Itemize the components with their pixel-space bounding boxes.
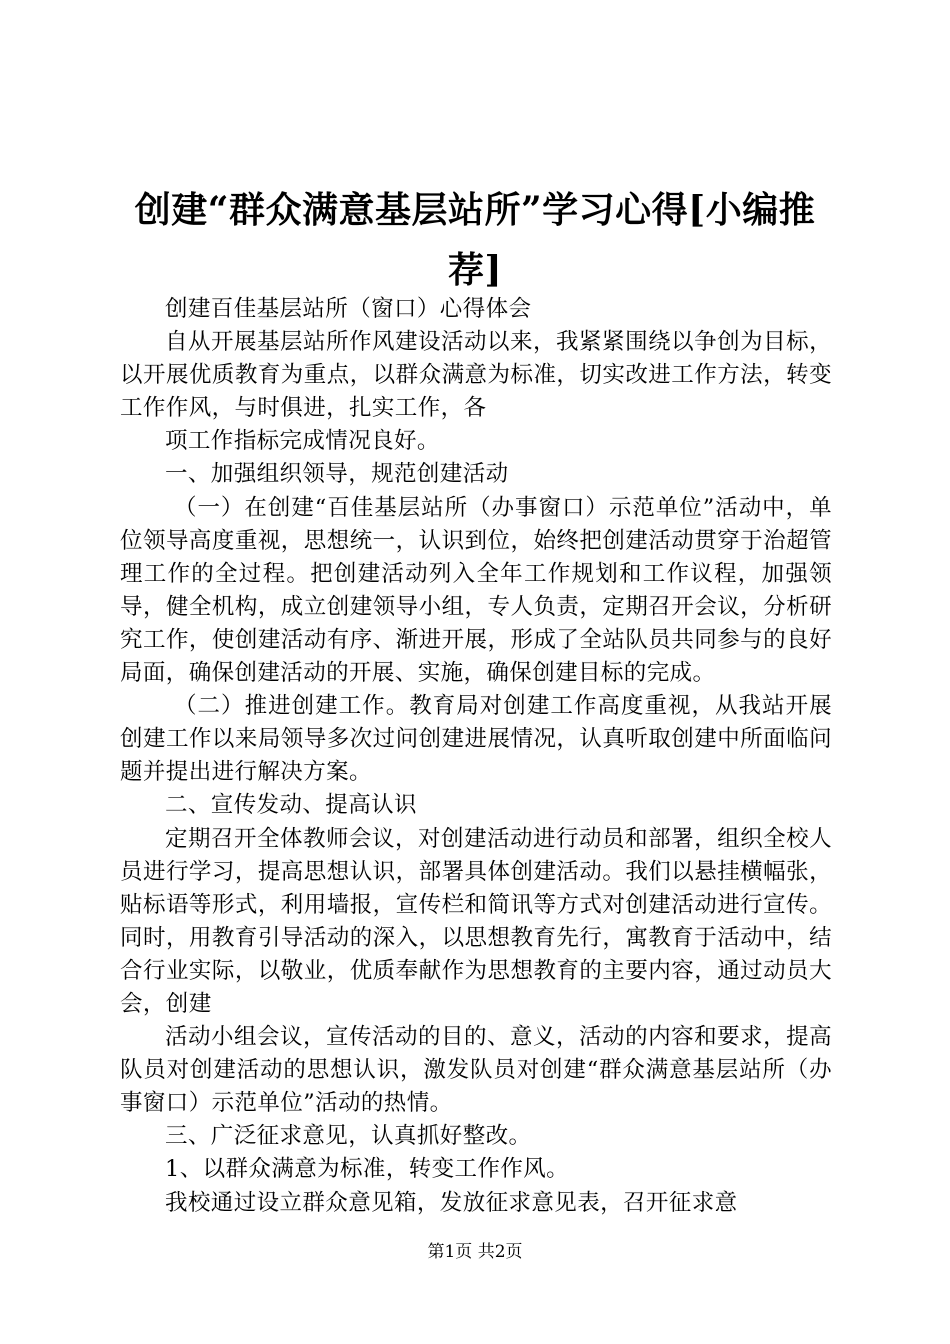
paragraph-publicity: 定期召开全体教师会议，对创建活动进行动员和部署，组织全校人员进行学习，提高思想认识，部署具体创建活动。我们以悬挂横幅张，贴标语等形式，利用墙报，宣传栏和简讯等方式对创建活动进行宣传。同时，用教育引导活动的深入，以思想教育先行，寓教育于活动中，结合行业实际，以敬业，优质奉献作为思想教育的主要内容，通过动员大会，创建	[120, 825, 832, 1017]
document-body	[120, 293, 832, 1220]
section-heading-1: 一、加强组织领导，规范创建活动	[165, 461, 509, 488]
section-heading-2: 二、宣传发动、提高认识	[165, 792, 417, 819]
document-title: 创建“群众满意基层站所”学习心得[小编推荐]	[134, 189, 816, 291]
paragraph-intro-continued: 项工作指标完成情况良好。	[165, 428, 440, 455]
subsection-heading-1: 1、以群众满意为标准，转变工作作风。	[165, 1156, 570, 1183]
page-number-footer: 第1页 共2页	[427, 1242, 523, 1262]
paragraph-feedback: 我校通过设立群众意见箱，发放征求意见表，召开征求意	[165, 1189, 738, 1216]
section-heading-3: 三、广泛征求意见，认真抓好整改。	[165, 1123, 532, 1150]
paragraph-publicity-continued: 活动小组会议，宣传活动的目的、意义，活动的内容和要求，提高队员对创建活动的思想认识，激发队员对创建“群众满意基层站所（办事窗口）示范单位”活动的热情。	[120, 1024, 832, 1117]
paragraph-subtitle: 创建百佳基层站所（窗口）心得体会	[165, 296, 532, 322]
paragraph-item-1: （一）在创建“百佳基层站所（办事窗口）示范单位”活动中，单位领导高度重视，思想统一，认识到位，始终把创建活动贯穿于治超管理工作的全过程。把创建活动列入全年工作规划和工作议程，加强领导，健全机构，成立创建领导小组，专人负责，定期召开会议，分析研究工作，使创建活动有序、渐进开展，形成了全站队员共同参与的良好局面，确保创建活动的开展、实施，确保创建目标的完成。	[120, 494, 832, 687]
paragraph-intro: 自从开展基层站所作风建设活动以来，我紧紧围绕以争创为目标，以开展优质教育为重点，以群众满意为标准，切实改进工作方法，转变工作作风，与时俱进，扎实工作，各	[120, 329, 832, 422]
paragraph-item-2: （二）推进创建工作。教育局对创建工作高度重视，从我站开展创建工作以来局领导多次过问创建进展情况，认真听取创建中所面临问题并提出进行解决方案。	[120, 693, 832, 786]
